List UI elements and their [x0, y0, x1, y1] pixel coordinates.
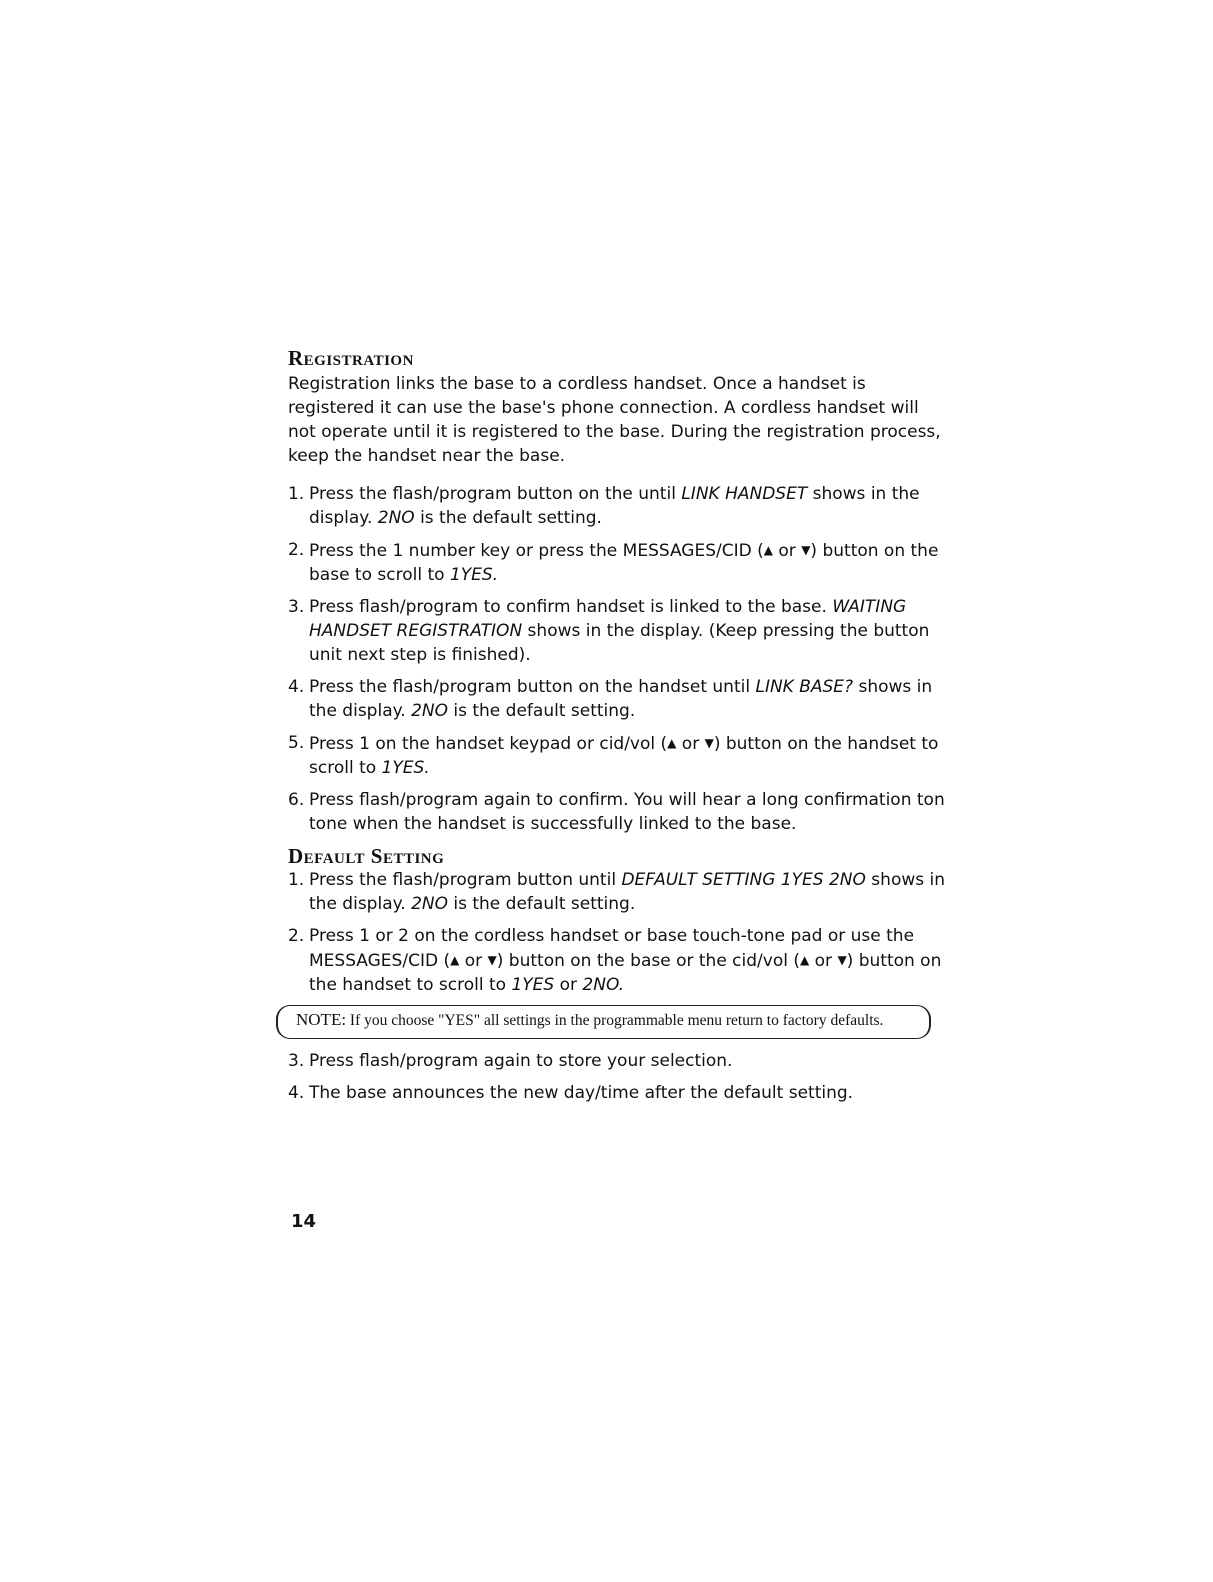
registration-step-1 — [288, 482, 948, 530]
step-text — [309, 731, 948, 780]
step-number: 3. — [288, 1051, 305, 1071]
registration-heading: Registration — [288, 346, 414, 370]
display-text: DEFAULT SETTING 1YES 2NO — [621, 870, 866, 890]
manual-page-content — [288, 346, 948, 1113]
default-setting-step-2 — [288, 924, 948, 997]
up-arrow-icon: ▲ — [667, 736, 677, 750]
step-text-part: Press 1 or 2 on the cordless handset or base touch-tone pad or use the MESSAGES/CID ( — [309, 926, 915, 971]
step-text — [309, 868, 948, 916]
step-text-part: ) button on the base to scroll to — [309, 541, 939, 585]
step-number: 2. — [288, 540, 305, 560]
registration-step-6 — [288, 788, 948, 836]
step-text — [309, 482, 948, 530]
default-setting-step-4 — [288, 1081, 948, 1105]
down-arrow-icon: ▼ — [801, 543, 811, 557]
step-text-part: is the default setting. — [447, 894, 636, 914]
display-text: 2NO — [411, 701, 448, 721]
page-number: 14 — [291, 1211, 317, 1232]
default-setting-steps-continued — [288, 1049, 948, 1105]
down-arrow-icon: ▼ — [487, 953, 497, 967]
display-text: 1YES — [511, 975, 555, 995]
note-label: NOTE: — [296, 1010, 347, 1029]
step-text-part: is the default setting. — [447, 701, 636, 721]
step-text — [309, 538, 948, 587]
step-number: 1. — [288, 484, 305, 504]
step-number: 3. — [288, 597, 305, 617]
up-arrow-icon: ▲ — [763, 543, 773, 557]
registration-intro: Registration links the base to a cordless handset. Once a handset is registered it can use the base's phone connection. A cordless handset will not operate until it is registered to the base. During the registration process, keep the handset near the base. — [288, 374, 941, 466]
display-text: 1YES. — [381, 758, 430, 778]
step-number: 4. — [288, 677, 305, 697]
step-number: 5. — [288, 733, 305, 753]
step-text-part: shows in the display. — [309, 870, 946, 914]
display-text: 2NO — [411, 894, 448, 914]
step-text-part: shows in the display. — [309, 677, 933, 721]
step-text-part: ) button on the base or the cid/vol ( — [496, 951, 800, 971]
step-text-part: shows in the display. — [309, 484, 920, 528]
default-setting-step-3 — [288, 1049, 948, 1073]
default-setting-steps — [288, 868, 948, 997]
step-text-part: ) button on the handset to scroll to — [309, 951, 942, 995]
step-text-part: Press the flash/program button on the handset until — [309, 677, 756, 697]
step-text — [309, 595, 948, 667]
step-number: 4. — [288, 1083, 305, 1103]
registration-steps — [288, 482, 948, 836]
down-arrow-icon: ▼ — [704, 736, 714, 750]
step-text — [309, 675, 948, 723]
default-setting-step-1 — [288, 868, 948, 916]
step-text-part: Press flash/program to confirm handset is linked to the base. — [309, 597, 833, 617]
step-text-part: or — [554, 975, 583, 995]
step-text-part: is the default setting. — [414, 508, 602, 528]
step-text: The base announces the new day/time after the default setting. — [309, 1083, 854, 1103]
display-text: LINK BASE? — [755, 677, 854, 697]
registration-step-3 — [288, 595, 948, 667]
down-arrow-icon: ▼ — [837, 953, 847, 967]
step-number: 6. — [288, 790, 305, 810]
step-text-part: ) button on the handset to scroll to — [309, 734, 939, 778]
step-text — [309, 924, 948, 997]
display-text: 2NO. — [582, 975, 625, 995]
display-text: 1YES. — [449, 565, 499, 585]
registration-step-2 — [288, 538, 948, 587]
step-text-part: shows in the display. (Keep pressing the button unit next step is finished). — [309, 621, 930, 665]
step-text-part: or — [809, 951, 838, 971]
display-text: WAITING HANDSET REGISTRATION — [309, 597, 907, 641]
step-text-part: Press the flash/program button until — [309, 870, 622, 890]
registration-step-4 — [288, 675, 948, 723]
step-text: Press flash/program again to store your selection. — [309, 1051, 733, 1071]
step-text-part: or — [772, 541, 802, 561]
step-text-part: Press 1 on the handset keypad or cid/vol ( — [309, 734, 668, 754]
note-box — [276, 1005, 931, 1039]
display-text: LINK HANDSET — [681, 484, 808, 504]
display-text: 2NO — [377, 508, 415, 528]
step-text-part: or — [676, 734, 705, 754]
step-text-part: Press the flash/program button on the until — [309, 484, 682, 504]
step-number: 2. — [288, 926, 305, 946]
step-text: Press flash/program again to confirm. You will hear a long confirmation ton tone when the handset is successfully linked to the base. — [309, 790, 945, 834]
registration-step-5 — [288, 731, 948, 780]
up-arrow-icon: ▲ — [450, 953, 460, 967]
step-number: 1. — [288, 870, 305, 890]
default-setting-heading: Default Setting — [288, 844, 445, 868]
note-text: If you choose "YES" all settings in the programmable menu return to factory defaults. — [346, 1012, 884, 1029]
up-arrow-icon: ▲ — [800, 953, 810, 967]
step-text-part: Press the 1 number key or press the MESSAGES/CID ( — [309, 541, 764, 561]
step-text-part: or — [459, 951, 488, 971]
